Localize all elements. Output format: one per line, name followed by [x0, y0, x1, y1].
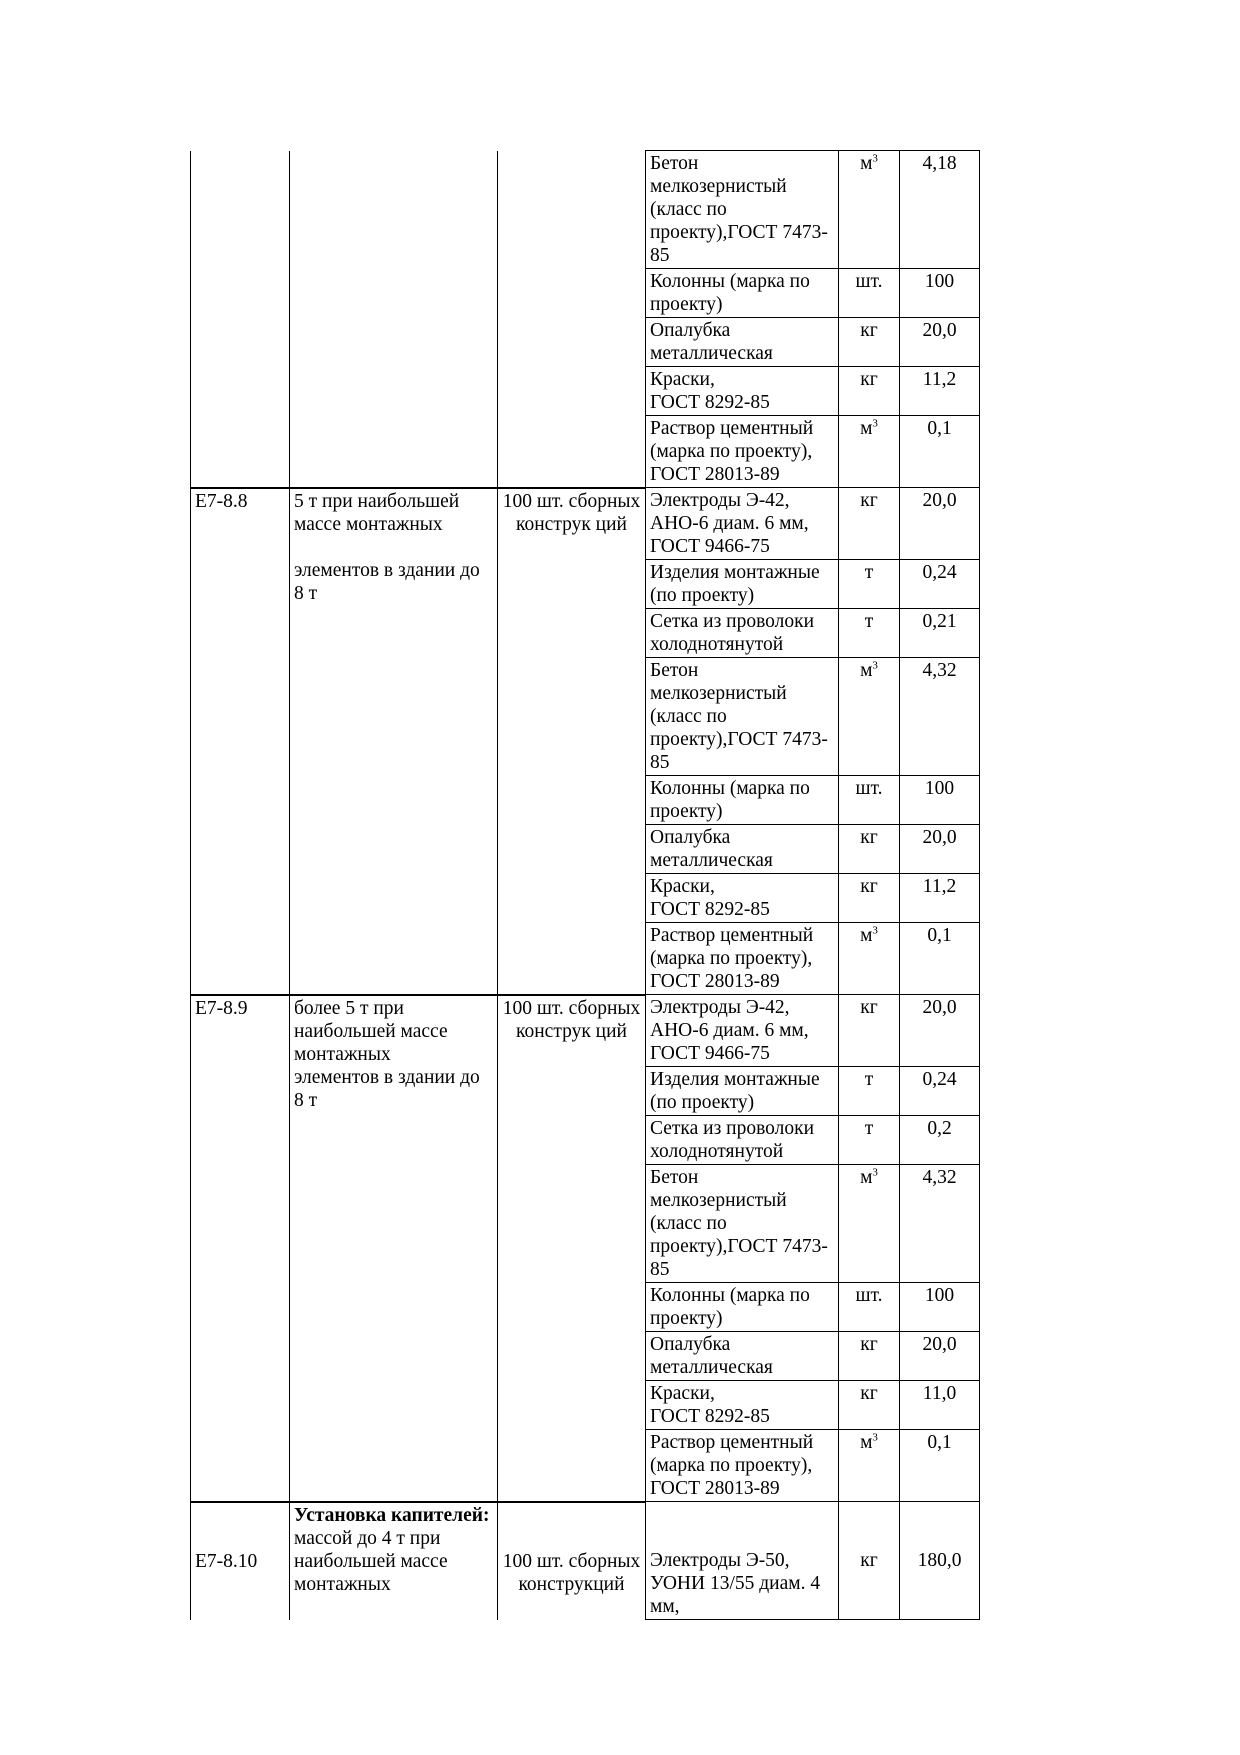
table-row — [191, 488, 980, 560]
material-cell: Электроды Э-42, АНО-6 диам. 6 мм, ГОСТ 9466-75 — [646, 995, 839, 1067]
qty-cell: 100 — [900, 776, 980, 825]
material-cell: Краски, ГОСТ 8292-85 — [646, 874, 839, 923]
unit-cell: кг — [839, 825, 900, 874]
material-cell: Раствор цементный (марка по проекту), ГОСТ 28013-89 — [646, 416, 839, 488]
material-cell: Электроды Э-42, АНО-6 диам. 6 мм, ГОСТ 9466-75 — [646, 488, 839, 560]
unit-cell: кг — [839, 1502, 900, 1620]
material-cell: Колонны (марка по проекту) — [646, 776, 839, 825]
qty-cell: 100 — [900, 1283, 980, 1332]
material-cell: Колонны (марка по проекту) — [646, 269, 839, 318]
unit-cell: т — [839, 609, 900, 658]
qty-cell: 20,0 — [900, 318, 980, 367]
qty-cell: 20,0 — [900, 995, 980, 1067]
material-cell: Раствор цементный (марка по проекту), ГОСТ 28013-89 — [646, 1430, 839, 1502]
unit-cell: $м^3$ — [839, 151, 900, 269]
material-cell: Бетон мелкозернистый (класс по проекту),ГОСТ 7473-85 — [646, 151, 839, 269]
qty-cell: 20,0 — [900, 825, 980, 874]
qty-cell: 0,2 — [900, 1116, 980, 1165]
material-cell: Бетон мелкозернистый (класс по проекту),ГОСТ 7473-85 — [646, 1165, 839, 1283]
unit-cell: шт. — [839, 1283, 900, 1332]
material-cell: Сетка из проволоки холоднотянутой — [646, 609, 839, 658]
material-cell: Краски, ГОСТ 8292-85 — [646, 1381, 839, 1430]
unit-cell: $м^3$ — [839, 416, 900, 488]
desc-cell-empty — [290, 151, 498, 488]
qty-cell: 20,0 — [900, 488, 980, 560]
material-cell: Изделия монтажные (по проекту) — [646, 560, 839, 609]
qty-cell: 0,1 — [900, 923, 980, 995]
measure-cell: 100 шт. сборных конструк ций — [498, 488, 646, 995]
measure-cell: 100 шт. сборных конструкций — [498, 1502, 646, 1620]
material-cell: Раствор цементный (марка по проекту), ГОСТ 28013-89 — [646, 923, 839, 995]
qty-cell: 11,0 — [900, 1381, 980, 1430]
qty-cell: 4,18 — [900, 151, 980, 269]
unit-cell: т — [839, 1067, 900, 1116]
material-cell: Опалубка металлическая — [646, 1332, 839, 1381]
unit-cell: $м^3$ — [839, 1430, 900, 1502]
table-row — [191, 1502, 980, 1620]
code-cell: Е7-8.8 — [191, 488, 290, 995]
unit-cell: $м^3$ — [839, 1165, 900, 1283]
measure-cell: 100 шт. сборных конструк ций — [498, 995, 646, 1502]
qty-cell: 20,0 — [900, 1332, 980, 1381]
table-row — [191, 995, 980, 1067]
code-cell: Е7-8.9 — [191, 995, 290, 1502]
material-cell: Сетка из проволоки холоднотянутой — [646, 1116, 839, 1165]
material-cell: Краски, ГОСТ 8292-85 — [646, 367, 839, 416]
code-cell-empty — [191, 151, 290, 488]
qty-cell: 11,2 — [900, 874, 980, 923]
section-heading: Установка капителей: — [294, 1504, 490, 1526]
unit-cell: шт. — [839, 269, 900, 318]
unit-cell: шт. — [839, 776, 900, 825]
measure-cell-empty — [498, 151, 646, 488]
unit-cell: $м^3$ — [839, 923, 900, 995]
unit-cell: т — [839, 1116, 900, 1165]
qty-cell: 0,24 — [900, 560, 980, 609]
qty-cell: 0,1 — [900, 416, 980, 488]
qty-cell: 4,32 — [900, 1165, 980, 1283]
qty-cell: 0,21 — [900, 609, 980, 658]
desc-cell: 5 т при наибольшей массе монтажных элементов в здании до 8 т — [290, 488, 498, 995]
unit-cell: кг — [839, 318, 900, 367]
norms-table — [190, 150, 980, 1620]
unit-cell: т — [839, 560, 900, 609]
qty-cell: 11,2 — [900, 367, 980, 416]
unit-cell: кг — [839, 1381, 900, 1430]
desc-cell: более 5 т при наибольшей массе монтажных элементов в здании до 8 т — [290, 995, 498, 1502]
qty-cell: 180,0 — [900, 1502, 980, 1620]
material-cell: Электроды Э-50, УОНИ 13/55 диам. 4 мм, — [646, 1502, 839, 1620]
table-row — [191, 151, 980, 269]
desc-cell: Установка капителей: массой до 4 т при наибольшей массе монтажных — [290, 1502, 498, 1620]
unit-cell: кг — [839, 995, 900, 1067]
qty-cell: 100 — [900, 269, 980, 318]
unit-cell: кг — [839, 1332, 900, 1381]
material-cell: Колонны (марка по проекту) — [646, 1283, 839, 1332]
qty-cell: 4,32 — [900, 658, 980, 776]
material-cell: Опалубка металлическая — [646, 825, 839, 874]
unit-cell: кг — [839, 488, 900, 560]
qty-cell: 0,24 — [900, 1067, 980, 1116]
material-cell: Бетон мелкозернистый (класс по проекту),ГОСТ 7473-85 — [646, 658, 839, 776]
material-cell: Опалубка металлическая — [646, 318, 839, 367]
material-cell: Изделия монтажные (по проекту) — [646, 1067, 839, 1116]
unit-cell: кг — [839, 874, 900, 923]
code-cell: Е7-8.10 — [191, 1502, 290, 1620]
unit-cell: кг — [839, 367, 900, 416]
qty-cell: 0,1 — [900, 1430, 980, 1502]
unit-cell: $м^3$ — [839, 658, 900, 776]
